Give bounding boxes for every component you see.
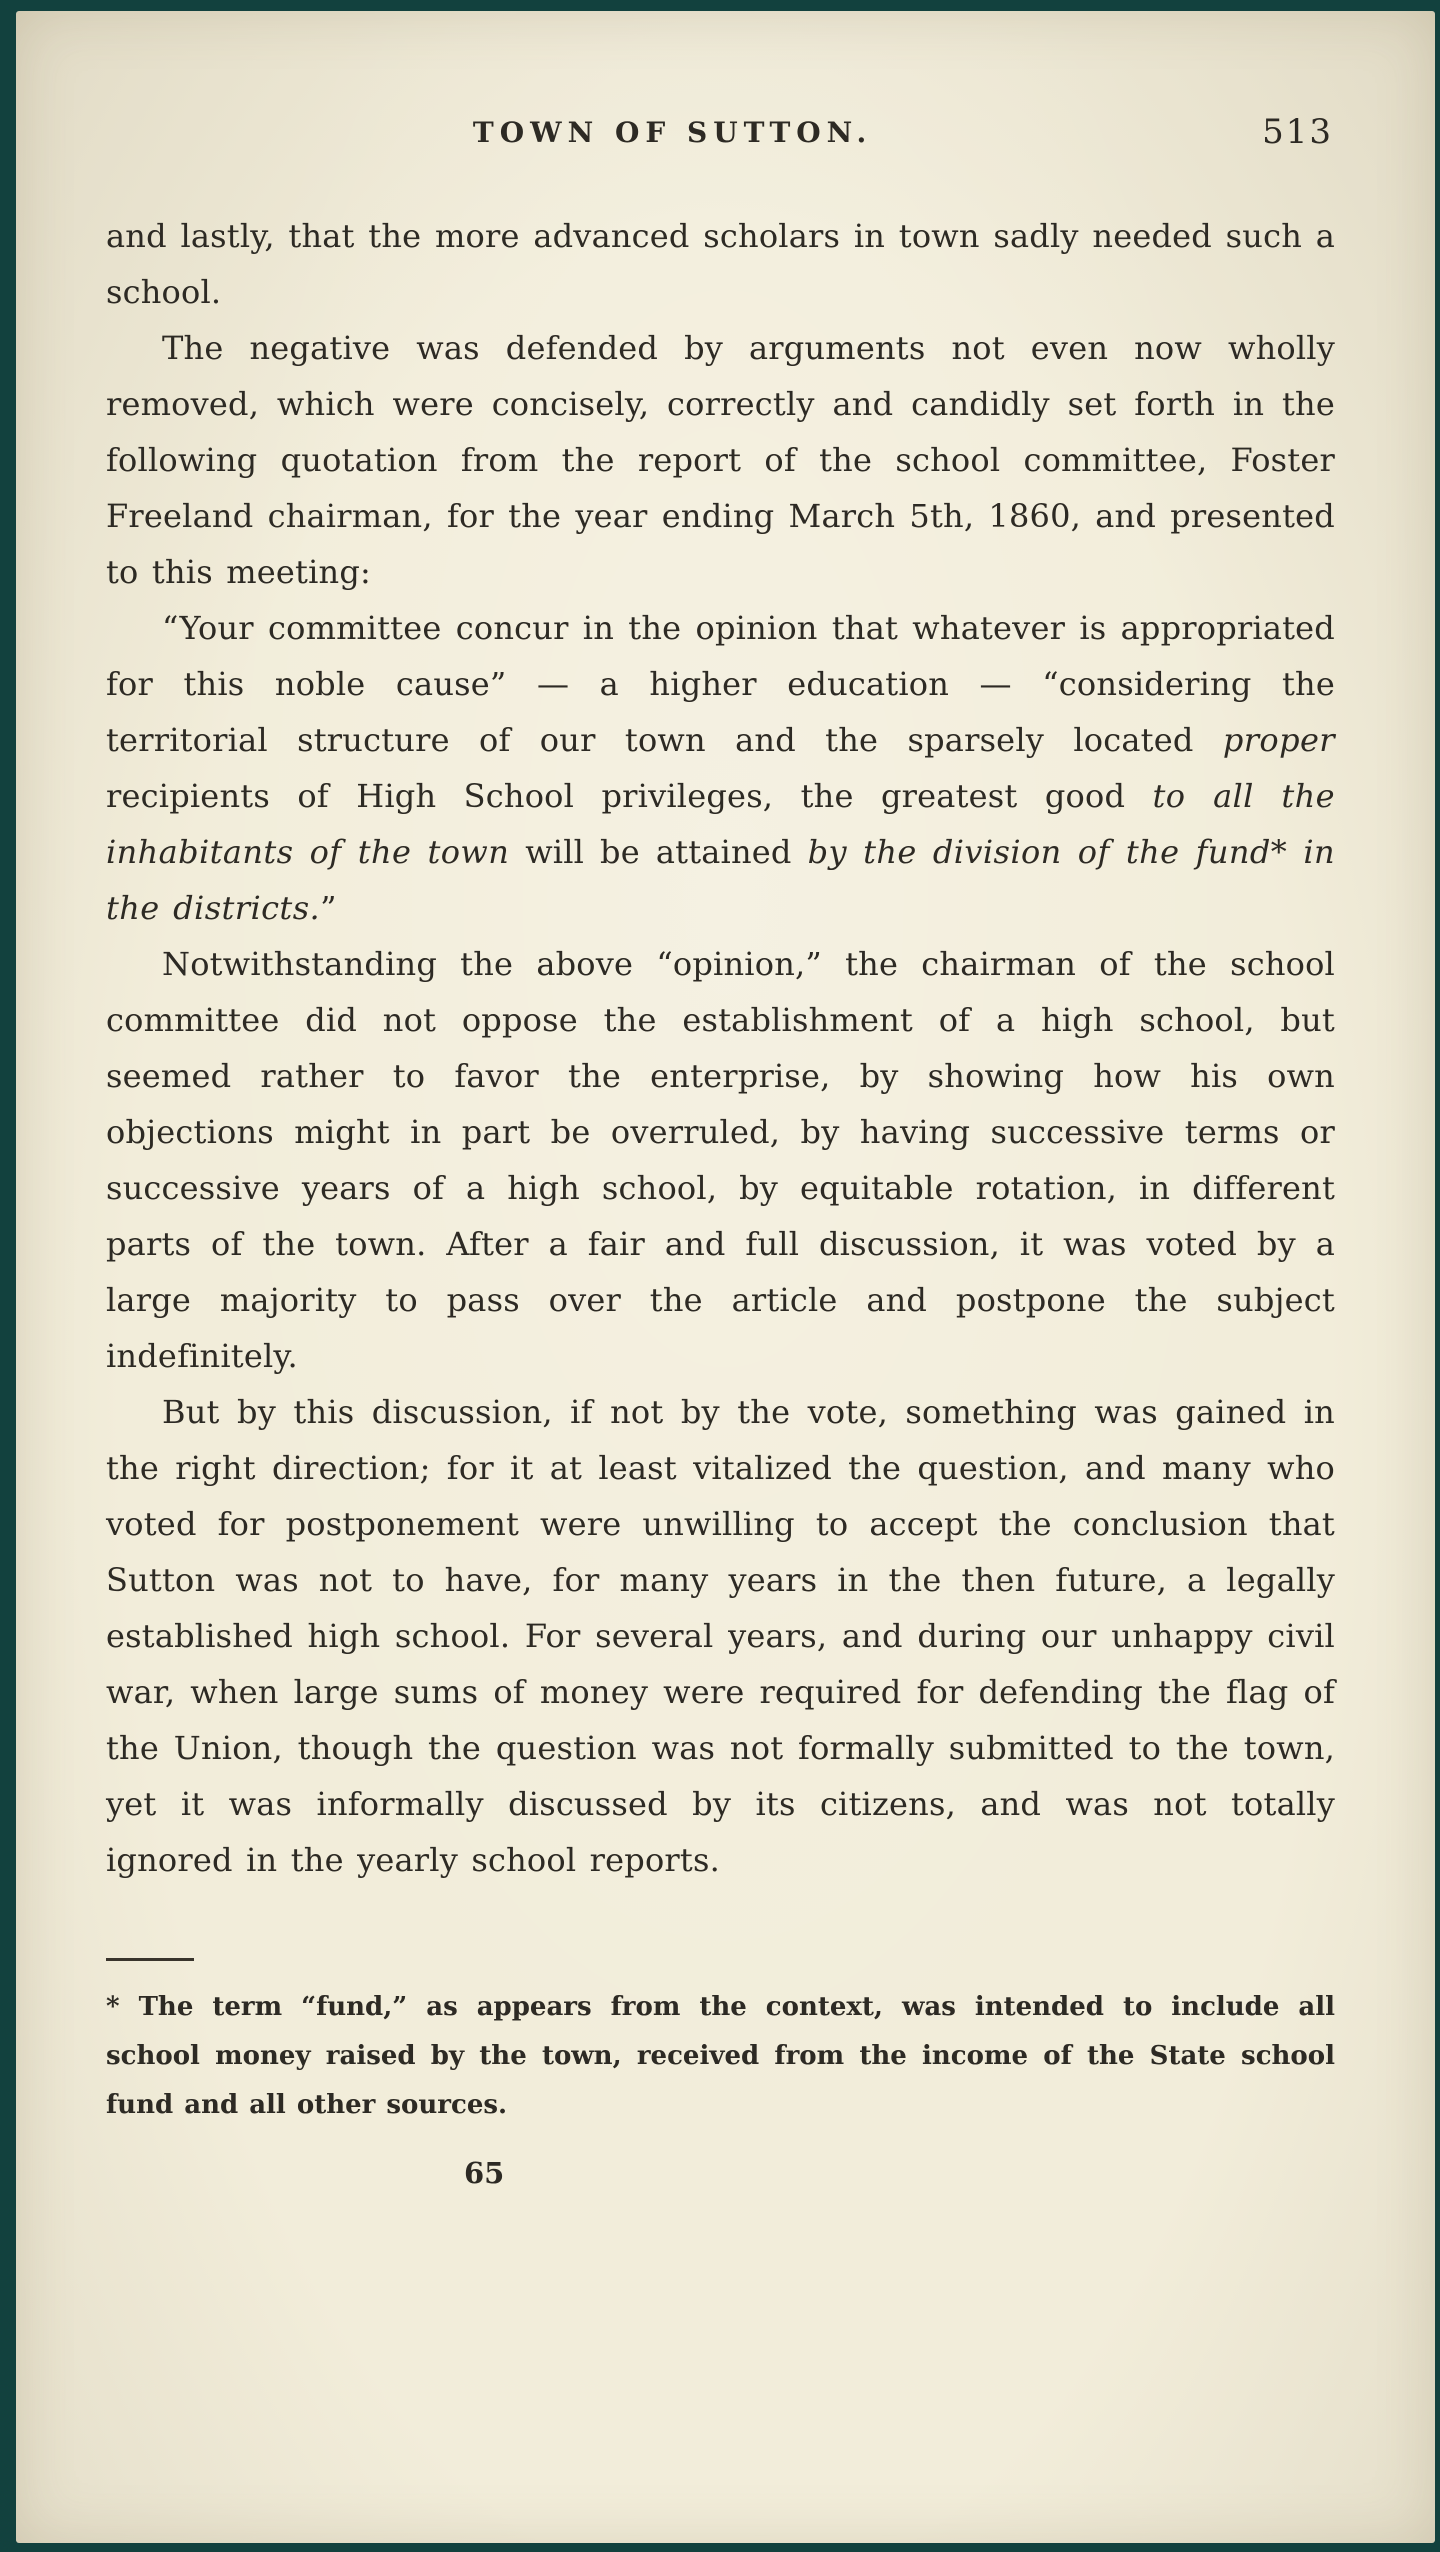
paragraph	[106, 600, 1335, 936]
text-run: will be attained	[509, 833, 808, 871]
italic-text-run: to all the inhabitants of the town	[106, 777, 1336, 871]
text-run: and lastly, that the more advanced scholars in town sadly needed such a school.	[106, 217, 1335, 311]
page-number: 513	[1262, 112, 1333, 152]
text-run: But by this discussion, if not by the vote, something was gained in the right direction; for it at least vitalized the question, and many who voted for postponement were unwilling to accept the conclusion that Sutton was not to have, for many years in the then future, a legally established high school. For several years, and during our unhappy civil war, when large sums of money were required for defending the flag of the Union, though the question was not formally submitted to the town, yet it was informally discussed by its citizens, and was not totally ignored in the yearly school reports.	[106, 1393, 1335, 1879]
text-run: The negative was defended by arguments not even now wholly removed, which were concisely, correctly and candidly set forth in the following quotation from the report of the school committee, Foster Freeland chairman, for the year ending March 5th, 1860, and presented to this meeting:	[106, 329, 1335, 591]
text-run: “Your committee concur in the opinion that whatever is appropriated for this noble cause” — a higher education — “considering the territorial structure of our town and the sparsely located	[106, 609, 1335, 759]
paragraph	[106, 208, 1335, 320]
book-page	[16, 11, 1435, 2543]
paragraph	[106, 936, 1335, 1384]
italic-text-run: proper	[1222, 721, 1335, 759]
text-run: ”	[320, 889, 337, 927]
running-title: TOWN OF SUTTON.	[472, 116, 873, 149]
footnote-rule	[106, 1958, 194, 1961]
text-run: recipients of High School privileges, the greatest good	[106, 777, 1153, 815]
signature-mark: 65	[464, 2156, 505, 2190]
page-header	[106, 112, 1335, 158]
footnote: * The term “fund,” as appears from the context, was intended to include all school money raised by the town, received from the income of the State school fund and all other sources.	[106, 1992, 1335, 2120]
paragraph	[106, 320, 1335, 600]
paragraph	[106, 1384, 1335, 1888]
italic-text-run: by the division of the fund* in the districts.	[106, 833, 1336, 927]
page-body	[106, 208, 1335, 1888]
text-run: Notwithstanding the above “opinion,” the chairman of the school committee did not oppose the establishment of a high school, but seemed rather to favor the enterprise, by showing how his own objections might in part be overruled, by having successive terms or successive years of a high school, by equitable rotation, in different parts of the town. After a fair and full discussion, it was voted by a large majority to pass over the article and postpone the subject indefinitely.	[106, 945, 1335, 1375]
